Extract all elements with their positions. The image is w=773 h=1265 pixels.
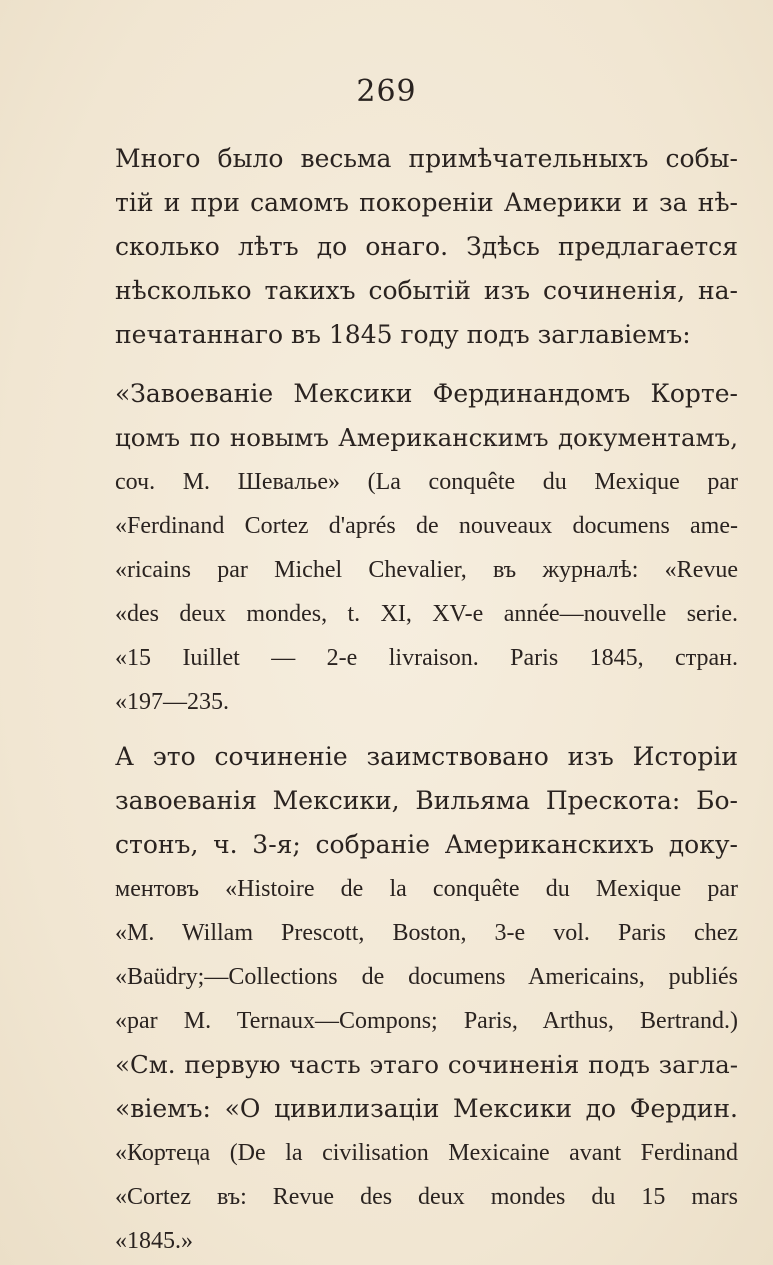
text-line: «Кортеца (De la civilisation Mexicaine avant Ferdinand: [115, 1140, 738, 1166]
text-line: «Baüdry;—Collections de documens Americains, publiés: [115, 964, 738, 990]
text-line: А это сочиненіе заимствовано изъ Исторіи: [115, 742, 738, 771]
text-line: нѣсколько такихъ событій изъ сочиненія, на-: [115, 276, 738, 305]
paragraph-2: [115, 372, 738, 724]
text-line: «1845.»: [115, 1228, 193, 1254]
text-line: «M. Willam Prescott, Boston, 3-e vol. Paris chez: [115, 920, 738, 946]
text-line: «віемъ: «О цивилизаціи Мексики до Фердин.: [115, 1094, 738, 1123]
text-line: стонъ, ч. 3-я; собраніе Американскихъ доку-: [115, 830, 738, 859]
text-line: «197—235.: [115, 689, 229, 715]
text-line: завоеванія Мексики, Вильяма Прескота: Бо-: [115, 786, 738, 815]
paragraph-1: [115, 137, 738, 357]
text-line: «par M. Ternaux—Compons; Paris, Arthus, Bertrand.): [115, 1008, 738, 1034]
text-line: сколько лѣтъ до онаго. Здѣсь предлагается: [115, 232, 738, 261]
text-line: «des deux mondes, t. XI, XV-e année—nouvelle serie.: [115, 601, 738, 627]
page-number: 269: [356, 74, 417, 109]
text-line: «Cortez въ: Revue des deux mondes du 15 mars: [115, 1184, 738, 1210]
text-line: ментовъ «Histoire de la conquête du Mexique par: [115, 876, 738, 902]
text-line: Много было весьма примѣчательныхъ собы-: [115, 144, 738, 173]
text-line: «Ferdinand Cortez d'aprés de nouveaux documens ame-: [115, 513, 738, 539]
text-line: печатаннаго въ 1845 году подъ заглавіемъ:: [115, 320, 691, 349]
text-line: соч. М. Шевалье» (La conquête du Mexique par: [115, 469, 738, 495]
text-line: «Завоеваніе Мексики Фердинандомъ Корте-: [115, 379, 738, 408]
text-line: «ricains par Michel Chevalier, въ журналѣ: «Revue: [115, 557, 738, 583]
text-line: тій и при самомъ покореніи Америки и за нѣ-: [115, 188, 738, 217]
text-line: «15 Iuillet — 2-e livraison. Paris 1845, стран.: [115, 645, 738, 671]
text-line: цомъ по новымъ Американскимъ документамъ,: [115, 423, 738, 452]
text-line: «См. первую часть этаго сочиненія подъ загла-: [115, 1050, 738, 1079]
paragraph-3: [115, 735, 738, 1263]
